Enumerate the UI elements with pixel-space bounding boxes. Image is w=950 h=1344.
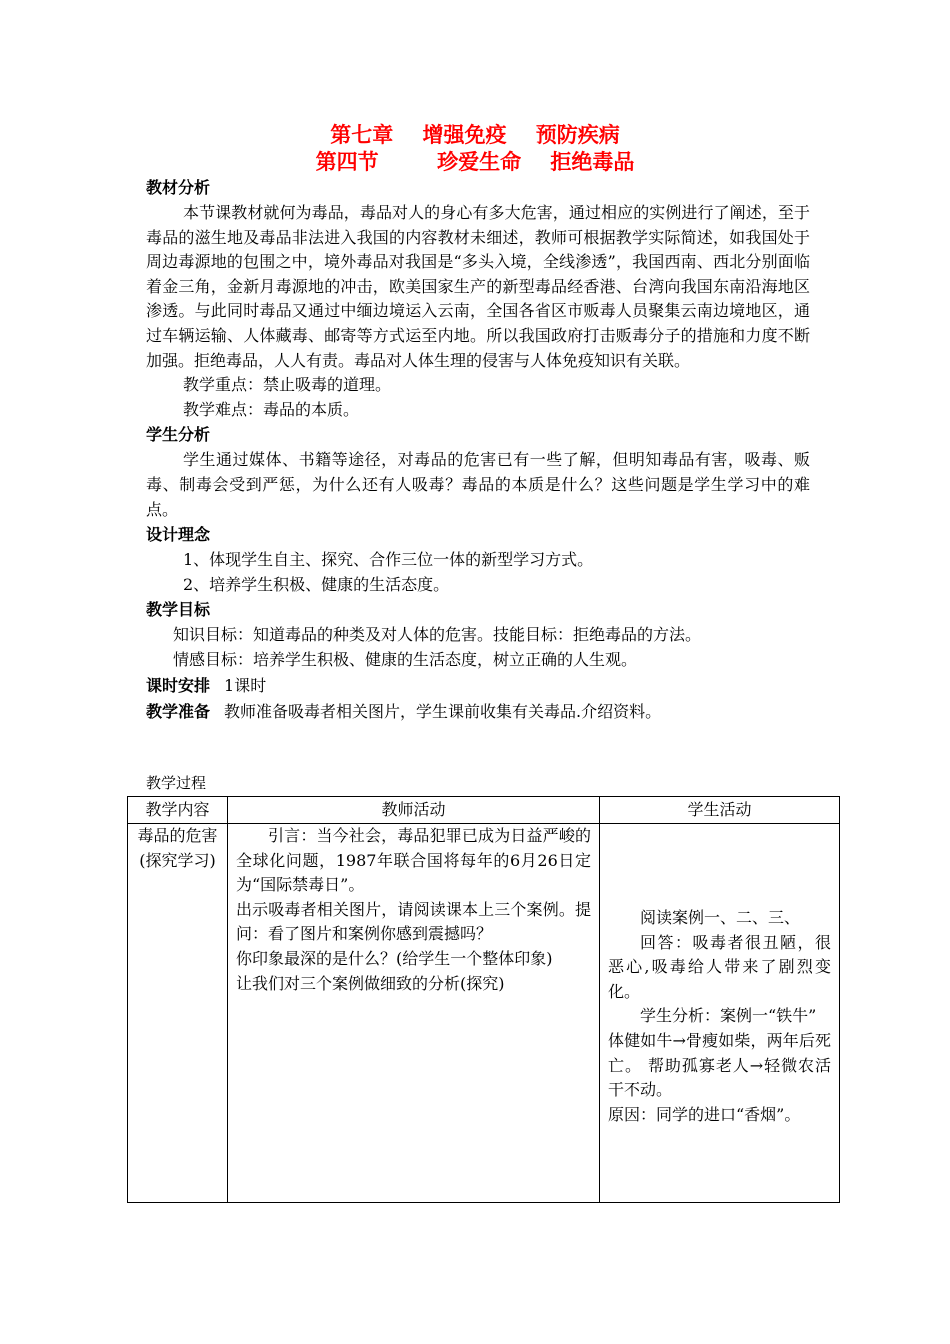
student-analysis-paragraph: 学生通过媒体、书籍等途径，对毒品的危害已有一些了解，但明知毒品有害，吸毒、贩毒、制毒会受到严惩，为什么还有人吸毒？毒品的本质是什么？这些问题是学生学习中的难点。 [146, 450, 810, 519]
preparation-value: 教师准备吸毒者相关图片，学生课前收集有关毒品.介绍资料。 [224, 701, 662, 721]
cell-student [600, 824, 840, 1203]
student-paragraph: 阅读案例一、二、三、 [640, 908, 801, 927]
process-label: 教学过程 [146, 774, 207, 792]
teacher-paragraph: 出示吸毒者相关图片，请阅读课本上三个案例。提问：看了图片和案例你感到震撼吗？ [236, 899, 591, 944]
teaching-goal-line: 情感目标：培养学生积极、健康的生活态度，树立正确的人生观。 [173, 649, 638, 669]
difficulty-point: 教学难点：毒品的本质。 [183, 399, 360, 419]
teacher-paragraph: 你印象最深的是什么？(给学生一个整体印象) [236, 948, 553, 968]
design-concept-item: 2、培养学生积极、健康的生活态度。 [183, 574, 450, 594]
schedule-row [146, 673, 810, 699]
cell-content: 毒品的危害(探究学习) [128, 824, 228, 1203]
lesson-table [127, 796, 840, 1203]
teaching-goals-heading: 教学目标 [146, 600, 211, 620]
schedule-label: 课时安排 [146, 675, 211, 695]
key-point: 教学重点：禁止吸毒的道理。 [183, 375, 392, 395]
student-paragraph: 回答：吸毒者很丑陋，很恶心,吸毒给人带来了剧烈变化。 [608, 932, 831, 1001]
design-concept-heading: 设计理念 [146, 525, 211, 545]
table-row [128, 824, 840, 1203]
teacher-paragraph: 让我们对三个案例做细致的分析(探究) [236, 973, 505, 993]
header-teacher: 教师活动 [228, 797, 600, 824]
preparation-row [146, 699, 810, 725]
student-analysis-heading: 学生分析 [146, 425, 211, 445]
student-paragraph: 体健如牛→骨瘦如柴，两年后死亡。 帮助孤寡老人→轻微农活干不动。 [608, 1030, 831, 1100]
cell-teacher [228, 824, 600, 1203]
chapter-title: 第七章 增强免疫 预防疾病 [330, 123, 620, 147]
table-header-row [128, 797, 840, 824]
section-title: 第四节 珍爱生命 拒绝毒品 [315, 150, 635, 174]
document-body [146, 175, 810, 725]
schedule-value: 1课时 [224, 675, 267, 695]
material-analysis-heading: 教材分析 [146, 178, 211, 197]
preparation-label: 教学准备 [146, 701, 211, 721]
student-paragraph: 原因：同学的进口“香烟”。 [608, 1104, 801, 1124]
teaching-goal-line: 知识目标：知道毒品的种类及对人体的危害。技能目标：拒绝毒品的方法。 [173, 625, 702, 645]
cell-spacer [608, 824, 831, 906]
student-paragraph: 学生分析：案例一“铁牛” [640, 1006, 817, 1026]
design-concept-item: 1、体现学生自主、探究、合作三位一体的新型学习方式。 [183, 550, 594, 570]
header-content: 教学内容 [128, 797, 228, 824]
material-analysis-paragraph: 本节课教材就何为毒品，毒品对人的身心有多大危害，通过相应的实例进行了阐述，至于毒品的滋生地及毒品非法进入我国的内容教材未细述，教师可根据教学实际简述，如我国处于周边毒源地的包围之中，境外毒品对我国是“多头入境，全线渗透”，我国西南、西北分别面临着金三角，金新月毒源地的冲击，欧美国家生产的新型毒品经香港、台湾向我国东南沿海地区渗透。与此同时毒品又通过中缅边境运入云南，全国各省区市贩毒人员聚集云南边境地区，通过车辆运输、人体藏毒、邮寄等方式运至内地。所以我国政府打击贩毒分子的措施和力度不断加强。拒绝毒品，人人有责。毒品对人体生理的侵害与人体免疫知识有关联。 [146, 203, 810, 370]
header-student: 学生活动 [600, 797, 840, 824]
teacher-paragraph: 引言：当今社会，毒品犯罪已成为日益严峻的全球化问题，1987年联合国将每年的6月26日定为“国际禁毒日”。 [236, 826, 591, 895]
